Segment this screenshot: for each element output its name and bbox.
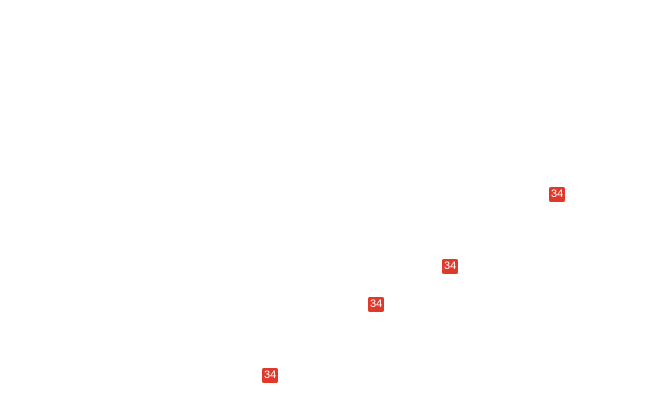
badge-marker[interactable]: 34 — [444, 260, 457, 272]
badge-marker[interactable]: 34 — [551, 188, 564, 200]
badge-marker[interactable]: 34 — [370, 298, 383, 310]
badge-marker[interactable]: 34 — [264, 369, 277, 381]
